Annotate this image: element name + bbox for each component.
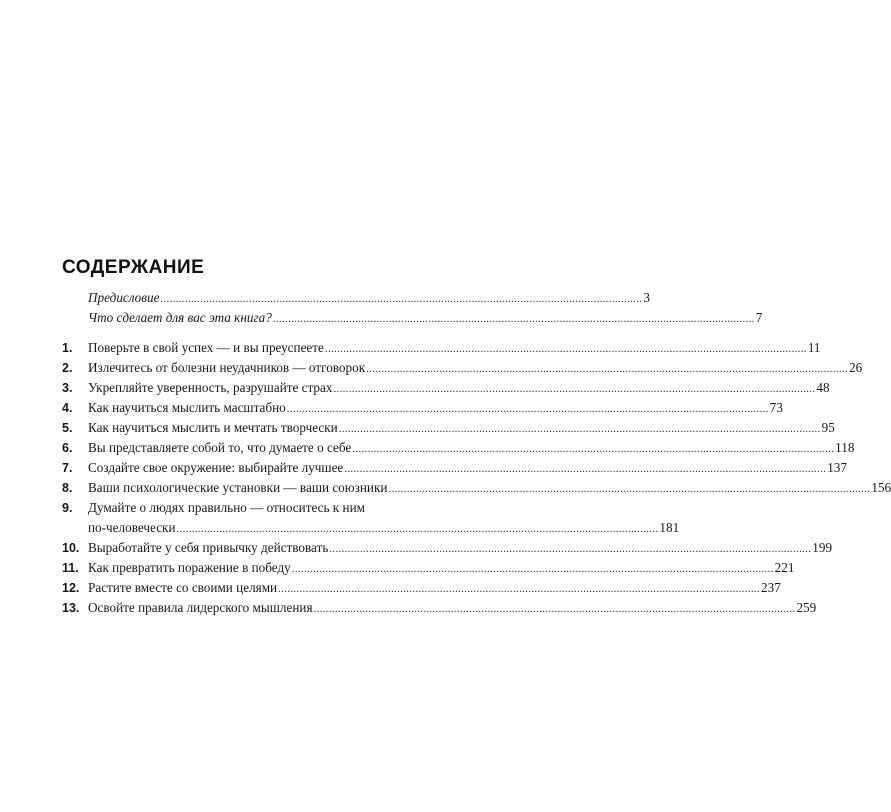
chapter-number: 13. [62, 601, 80, 615]
toc-entry-label: Что сделает для вас эта книга? [88, 310, 272, 325]
toc-entry-chapter-6[interactable] [62, 438, 855, 458]
dot-leader [177, 519, 659, 539]
toc-entry-chapter-13[interactable] [62, 598, 817, 618]
toc-entry-chapter-7[interactable] [62, 458, 847, 478]
toc-entry-label: Как научиться мыслить и мечтать творчески [88, 420, 338, 435]
dot-leader [314, 599, 796, 619]
toc-entry-label-line1: Думайте о людях правильно — относитесь к ним [88, 500, 365, 515]
toc-entry-chapter-2[interactable] [62, 358, 863, 378]
toc-entry-page: 7 [755, 310, 763, 325]
chapter-number: 12. [62, 581, 80, 595]
chapter-number: 1. [62, 341, 73, 355]
toc-entry-label: Освойте правила лидерского мышления [88, 600, 313, 615]
toc-entry-label: Вы представляете собой то, что думаете о себе [88, 440, 352, 455]
toc-entry-chapter-4[interactable] [62, 398, 783, 418]
toc-entry-label: Растите вместе со своими целями [88, 580, 278, 595]
chapter-number: 8. [62, 481, 73, 495]
toc-entry-chapter-5[interactable] [62, 418, 835, 438]
toc-entry-chapter-8[interactable] [62, 478, 891, 498]
chapter-number: 2. [62, 361, 73, 375]
toc-entry-page: 118 [835, 440, 855, 455]
dot-leader [292, 559, 774, 579]
toc-entry-line2 [88, 518, 679, 539]
toc-entry-page: 221 [774, 560, 795, 575]
toc-entry-label: Выработайте у себя привычку действовать [88, 540, 329, 555]
toc-entry-page: 137 [827, 460, 847, 475]
toc-entry-preface[interactable] [62, 288, 650, 308]
toc-entry-label: Предисловие [88, 290, 160, 305]
toc-entry-page: 259 [796, 600, 817, 615]
dot-leader [339, 419, 821, 439]
toc-entry-page: 181 [659, 520, 680, 535]
toc-entry-page: 199 [812, 540, 833, 555]
toc-entry-label: Как превратить поражение в победу [88, 560, 291, 575]
toc-entry-label-line2: по-человечески [88, 520, 176, 535]
chapter-number: 3. [62, 381, 73, 395]
section-gap [62, 328, 480, 338]
toc-entry-label: Укрепляйте уверенность, разрушайте страх [88, 380, 333, 395]
toc-entry-label: Создайте свое окружение: выбирайте лучшее [88, 460, 344, 475]
toc-entry-page: 3 [643, 290, 650, 305]
toc-entry-chapter-11[interactable] [62, 558, 795, 578]
chapter-number: 4. [62, 401, 73, 415]
toc-entry-chapter-10[interactable] [62, 538, 833, 558]
toc-entry-page: 73 [769, 400, 783, 415]
toc-entry-label: Как научиться мыслить масштабно [88, 400, 286, 415]
toc-entry-label: Поверьте в свой успех — и вы преуспеете [88, 340, 324, 355]
toc-entry-wrapped-text [88, 498, 679, 539]
chapter-number: 9. [62, 501, 73, 515]
toc-entry-label: Ваши психологические установки — ваши союзники [88, 480, 388, 495]
toc-entry-page: 48 [816, 380, 830, 395]
toc-entry-page: 237 [761, 580, 781, 595]
dot-leader [329, 539, 811, 559]
chapter-number: 10. [62, 541, 80, 555]
chapter-number: 11. [62, 561, 79, 575]
toc-entry-page: 156 [871, 480, 891, 495]
toc-entry-chapter-9[interactable] [62, 498, 680, 538]
chapter-number: 6. [62, 441, 73, 455]
toc-entry-chapter-12[interactable] [62, 578, 781, 598]
dot-leader [278, 579, 760, 599]
dot-leader [352, 439, 834, 459]
dot-leader [366, 359, 848, 379]
dot-leader [388, 479, 870, 499]
dot-leader [344, 459, 826, 479]
table-of-contents [62, 288, 891, 618]
chapter-number: 7. [62, 461, 73, 475]
chapter-number: 5. [62, 421, 73, 435]
dot-leader [160, 289, 642, 309]
page-title: СОДЕРЖАНИЕ [62, 257, 205, 278]
toc-entry-page: 11 [807, 340, 821, 355]
dot-leader [325, 339, 807, 359]
toc-entry-page: 26 [849, 360, 863, 375]
dot-leader [273, 309, 755, 329]
toc-entry-page: 95 [821, 420, 835, 435]
toc-entry-chapter-1[interactable] [62, 338, 821, 358]
toc-entry-label: Излечитесь от болезни неудачников — отговорок [88, 360, 366, 375]
dot-leader [287, 399, 769, 419]
toc-entry-chapter-3[interactable] [62, 378, 830, 398]
dot-leader [333, 379, 815, 399]
toc-entry-what-book-does[interactable] [62, 308, 763, 328]
